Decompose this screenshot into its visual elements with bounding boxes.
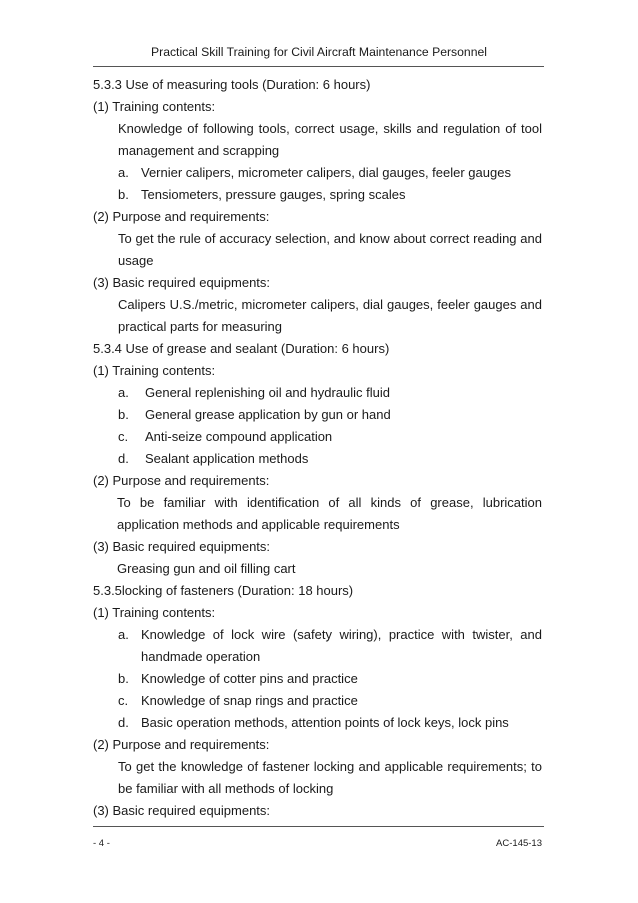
header-divider [93,66,544,67]
list-item-text: General replenishing oil and hydraulic fluid [145,385,390,400]
list-marker: c. [118,429,129,444]
paragraph-line: practical parts for measuring [118,319,283,334]
subsection-label: (2) Purpose and requirements: [93,209,270,224]
list-marker: a. [118,627,129,642]
list-item [93,382,542,404]
list-item-text: Vernier calipers, micrometer calipers, dial gauges, feeler gauges [141,165,511,180]
list-item [93,404,542,426]
list-marker: b. [118,407,129,422]
list-item [93,184,542,206]
paragraph-line: Calipers U.S./metric, micrometer calipers, dial gauges, feeler gauges and [118,297,542,312]
list-marker: c. [118,693,129,708]
list-marker: d. [118,451,129,466]
document-id: AC-145-13 [496,838,542,849]
list-item-text: Tensiometers, pressure gauges, spring scales [141,187,406,202]
paragraph-line: To be familiar with identification of all kinds of grease, lubrication [117,495,542,510]
paragraph-line: be familiar with all methods of locking [118,781,334,796]
section-heading: 5.3.4 Use of grease and sealant (Duration: 6 hours) [93,341,390,356]
subsection-label: (3) Basic required equipments: [93,539,271,554]
document-body [93,74,542,822]
list-item-text: Anti-seize compound application [145,429,333,444]
subsection-label: (1) Training contents: [93,605,216,620]
paragraph-line: application methods and applicable requirements [117,517,400,532]
list-item-text: Knowledge of lock wire (safety wiring), practice with twister, and [141,627,542,642]
list-marker: a. [118,385,129,400]
list-item [93,448,542,470]
list-item [93,690,542,712]
list-item [93,624,542,646]
list-item-text: Knowledge of cotter pins and practice [141,671,358,686]
subsection-label: (2) Purpose and requirements: [93,737,270,752]
list-item [93,712,542,734]
list-marker: b. [118,671,129,686]
page-header: Practical Skill Training for Civil Aircraft Maintenance Personnel [151,45,487,59]
paragraph-line: Knowledge of following tools, correct usage, skills and regulation of tool [118,121,542,136]
paragraph-line: To get the knowledge of fastener locking and applicable requirements; to [118,759,542,774]
section-heading: 5.3.3 Use of measuring tools (Duration: 6 hours) [93,77,371,92]
list-item-text: General grease application by gun or hand [145,407,391,422]
list-marker: b. [118,187,129,202]
paragraph-line: Greasing gun and oil filling cart [117,561,296,576]
list-item [93,668,542,690]
paragraph-line: To get the rule of accuracy selection, and know about correct reading and [118,231,542,246]
paragraph-line: usage [118,253,154,268]
list-item [93,426,542,448]
subsection-label: (1) Training contents: [93,99,216,114]
list-marker: a. [118,165,129,180]
list-marker: d. [118,715,129,730]
list-item-text: Basic operation methods, attention points of lock keys, lock pins [141,715,509,730]
paragraph-line: management and scrapping [118,143,280,158]
footer-divider [93,826,544,827]
list-item-text: Knowledge of snap rings and practice [141,693,358,708]
subsection-label: (2) Purpose and requirements: [93,473,270,488]
list-item-text: Sealant application methods [145,451,309,466]
page-number: - 4 - [93,838,110,849]
section-heading: 5.3.5locking of fasteners (Duration: 18 hours) [93,583,354,598]
subsection-label: (1) Training contents: [93,363,216,378]
subsection-label: (3) Basic required equipments: [93,803,271,818]
list-item-continuation: handmade operation [141,649,261,664]
list-item [93,162,542,184]
subsection-label: (3) Basic required equipments: [93,275,271,290]
